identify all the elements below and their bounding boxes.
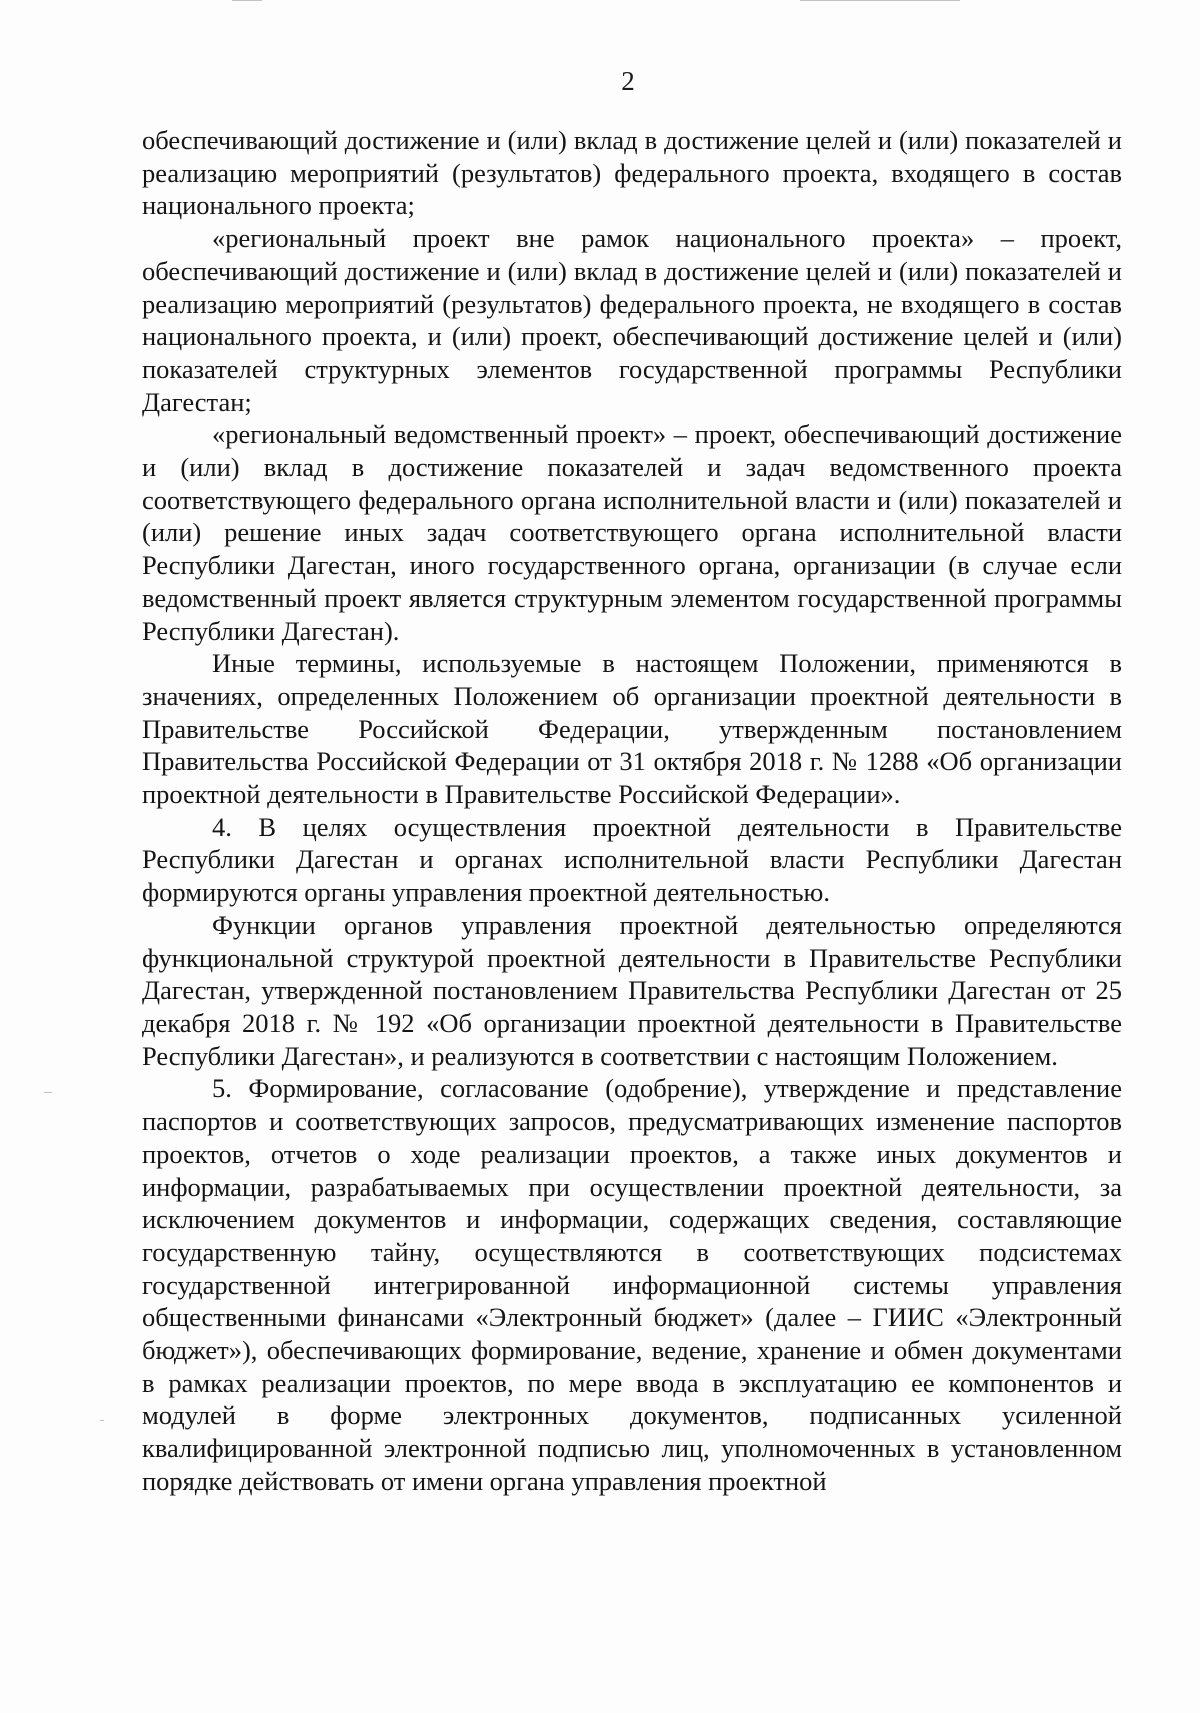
paragraph: 4. В целях осуществления проектной деятельности в Правительстве Республики Дагестан и органах исполнительной власти Республики Дагестан формируются органы управления проектной деятельностью. <box>142 811 1122 908</box>
scan-artifact <box>44 1092 52 1093</box>
page-number: 2 <box>621 66 635 96</box>
scan-artifact <box>100 1420 104 1421</box>
paragraph: «региональный ведомственный проект» – проект, обеспечивающий достижение и (или) вклад в достижение показателей и задач ведомственного проекта соответствующего федерального органа исполнительной власти и (или) показателей и (или) решение иных задач соответствующего органа исполнительной власти Республики Дагестан, иного государственного органа, организации (в случае если ведомственный проект является структурным элементом государственной программы Республики Дагестан). <box>142 419 1122 646</box>
scan-artifact <box>800 0 960 1</box>
document-body <box>142 124 1122 1498</box>
paragraph: обеспечивающий достижение и (или) вклад в достижение целей и (или) показателей и реализацию мероприятий (результатов) федерального проекта, входящего в состав национального проекта; <box>142 125 1122 221</box>
paragraph: Функции органов управления проектной деятельностью определяются функциональной структурой проектной деятельности в Правительстве Республики Дагестан, утвержденной постановлением Правительства Республики Дагестан от 25 декабря 2018 г. № 192 «Об организации проектной деятельности в Правительстве Республики Дагестан», и реализуются в соответствии с настоящим Положением. <box>142 909 1122 1071</box>
scan-artifact <box>232 0 262 1</box>
paragraph: «региональный проект вне рамок национального проекта» – проект, обеспечивающий достижение и (или) вклад в достижение целей и (или) показателей и реализацию мероприятий (результатов) федерального проекта, не входящего в состав национального проекта, и (или) проект, обеспечивающий достижение целей и (или) показателей структурных элементов государственной программы Республики Дагестан; <box>142 223 1122 417</box>
paragraph: 5. Формирование, согласование (одобрение), утверждение и представление паспортов и соответствующих запросов, предусматривающих изменение паспортов проектов, отчетов о ходе реализации проектов, а также иных документов и информации, разрабатываемых при осуществлении проектной деятельности, за исключением документов и информации, содержащих сведения, составляющие государственную тайну, осуществляются в соответствующих подсистемах государственной интегрированной информационной системы управления общественными финансами «Электронный бюджет» (далее – ГИИС «Электронный бюджет»), обеспечивающих формирование, ведение, хранение и обмен документами в рамках реализации проектов, по мере ввода в эксплуатацию ее компонентов и модулей в форме электронных документов, подписанных усиленной квалифицированной электронной подписью лиц, уполномоченных в установленном порядке действовать от имени органа управления проектной <box>142 1073 1122 1496</box>
paragraph: Иные термины, используемые в настоящем Положении, применяются в значениях, определенных Положением об организации проектной деятельности в Правительстве Российской Федерации, утвержденным постановлением Правительства Российской Федерации от 31 октября 2018 г. № 1288 «Об организации проектной деятельности в Правительстве Российской Федерации». <box>142 648 1122 810</box>
